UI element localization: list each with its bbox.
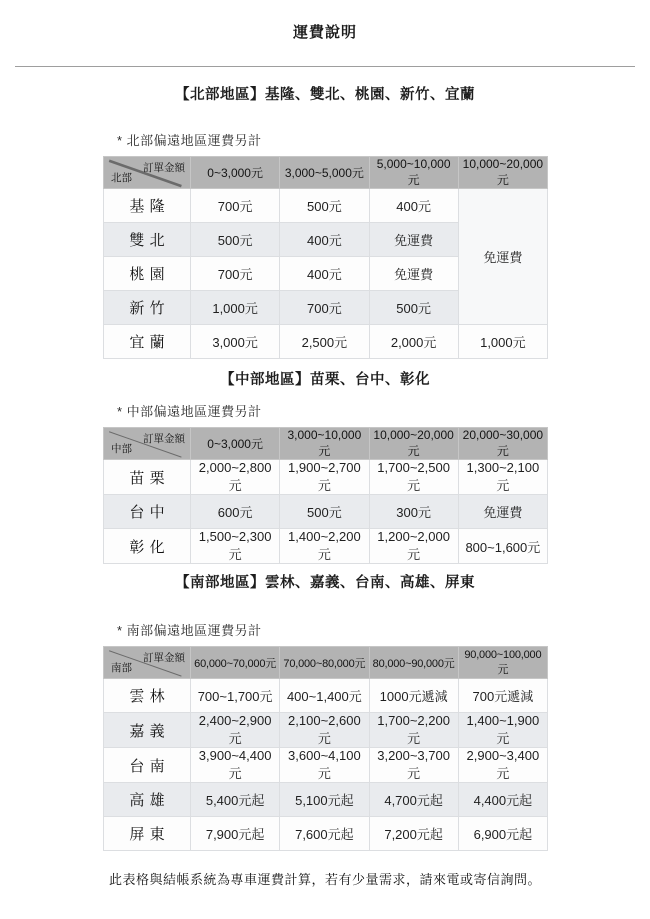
- fee-cell: 2,500元: [280, 325, 369, 359]
- region-cell: 台南: [104, 748, 191, 783]
- table-row: [104, 679, 548, 713]
- fee-cell: 4,700元起: [369, 783, 458, 817]
- fee-cell: 700~1,700元: [191, 679, 280, 713]
- note-central: * 中部偏遠地區運費另計: [117, 404, 262, 419]
- table-row: [104, 748, 548, 783]
- region-cell: 雲林: [104, 679, 191, 713]
- fee-cell: 免運費: [369, 223, 458, 257]
- corner-region-label: 中部: [111, 443, 132, 455]
- region-cell: 雙北: [104, 223, 191, 257]
- corner-amount-label: 訂單金額: [143, 652, 185, 664]
- section-north: [0, 87, 650, 359]
- fee-cell: 3,900~4,400元: [191, 748, 280, 783]
- region-cell: 高雄: [104, 783, 191, 817]
- region-cell: 基隆: [104, 189, 191, 223]
- section-heading-north: 【北部地區】基隆、雙北、桃園、新竹、宜蘭: [175, 87, 475, 103]
- section-central: [0, 372, 650, 564]
- fee-cell: 1,000元: [458, 325, 547, 359]
- fee-cell: 1,700~2,500元: [369, 460, 458, 495]
- column-header: 0~3,000元: [191, 428, 280, 460]
- region-cell: 台中: [104, 495, 191, 529]
- table-row: [104, 189, 548, 223]
- fee-cell: 700元: [191, 257, 280, 291]
- fee-cell: 3,200~3,700元: [369, 748, 458, 783]
- region-cell: 屏東: [104, 817, 191, 851]
- north-fee-table: [103, 156, 548, 359]
- fee-cell: 1,300~2,100元: [458, 460, 547, 495]
- fee-cell: 1,200~2,000元: [369, 529, 458, 564]
- section-heading-central: 【中部地區】苗栗、台中、彰化: [220, 372, 430, 388]
- table-row: [104, 325, 548, 359]
- fee-cell: 400元: [280, 223, 369, 257]
- fee-cell: 2,000~2,800元: [191, 460, 280, 495]
- fee-cell: 7,600元起: [280, 817, 369, 851]
- section-south: [0, 575, 650, 851]
- fee-cell: 400元: [280, 257, 369, 291]
- fee-cell: 500元: [280, 495, 369, 529]
- table-row: [104, 713, 548, 748]
- fee-cell: 400元: [369, 189, 458, 223]
- fee-cell: 500元: [280, 189, 369, 223]
- fee-cell: 免運費: [458, 495, 547, 529]
- section-heading-south: 【南部地區】雲林、嘉義、台南、高雄、屏東: [175, 575, 475, 591]
- region-cell: 苗栗: [104, 460, 191, 495]
- table-row: [104, 460, 548, 495]
- table-row: [104, 529, 548, 564]
- page-title: 運費說明: [292, 24, 357, 41]
- fee-cell: 3,600~4,100元: [280, 748, 369, 783]
- fee-cell: 1,000元: [191, 291, 280, 325]
- region-cell: 宜蘭: [104, 325, 191, 359]
- corner-cell: [104, 647, 191, 679]
- column-header: 10,000~20,000元: [369, 428, 458, 460]
- region-cell: 桃園: [104, 257, 191, 291]
- fee-cell: 700元: [280, 291, 369, 325]
- fee-cell: 1,400~1,900元: [458, 713, 547, 748]
- column-header: 60,000~70,000元: [191, 647, 280, 679]
- fee-cell: 600元: [191, 495, 280, 529]
- fee-cell: 500元: [369, 291, 458, 325]
- fee-cell: 1,500~2,300元: [191, 529, 280, 564]
- south-fee-table: [103, 646, 548, 851]
- column-header: 90,000~100,000元: [458, 647, 547, 679]
- fee-cell: 5,100元起: [280, 783, 369, 817]
- corner-region-label: 北部: [111, 172, 132, 184]
- table-row: [104, 783, 548, 817]
- fee-cell: 800~1,600元: [458, 529, 547, 564]
- fee-cell: 300元: [369, 495, 458, 529]
- fee-cell: 1,400~2,200元: [280, 529, 369, 564]
- fee-cell: 7,200元起: [369, 817, 458, 851]
- fee-cell: 2,400~2,900元: [191, 713, 280, 748]
- fee-cell: 2,900~3,400元: [458, 748, 547, 783]
- region-cell: 嘉義: [104, 713, 191, 748]
- column-header: 3,000~10,000元: [280, 428, 369, 460]
- corner-amount-label: 訂單金額: [143, 433, 185, 445]
- column-header: 80,000~90,000元: [369, 647, 458, 679]
- region-cell: 新竹: [104, 291, 191, 325]
- fee-cell: 7,900元起: [191, 817, 280, 851]
- footer-note: 此表格與結帳系統為專車運費計算，若有少量需求，請來電或寄信詢問。: [108, 872, 541, 887]
- fee-cell: 1,900~2,700元: [280, 460, 369, 495]
- divider: [15, 66, 635, 67]
- column-header: 10,000~20,000元: [458, 157, 547, 189]
- fee-cell: 1000元遞減: [369, 679, 458, 713]
- fee-cell: 700元: [191, 189, 280, 223]
- note-south: * 南部偏遠地區運費另計: [117, 623, 262, 638]
- table-header-row: [104, 647, 548, 679]
- fee-cell: 2,100~2,600元: [280, 713, 369, 748]
- table-row: [104, 495, 548, 529]
- corner-amount-label: 訂單金額: [143, 162, 185, 174]
- note-north: * 北部偏遠地區運費另計: [117, 133, 262, 148]
- corner-region-label: 南部: [111, 662, 132, 674]
- fee-cell: 700元遞減: [458, 679, 547, 713]
- fee-cell: 5,400元起: [191, 783, 280, 817]
- column-header: 0~3,000元: [191, 157, 280, 189]
- corner-cell: [104, 157, 191, 189]
- fee-cell: 3,000元: [191, 325, 280, 359]
- fee-cell: 400~1,400元: [280, 679, 369, 713]
- free-shipping-merged-cell: 免運費: [458, 189, 547, 325]
- fee-cell: 500元: [191, 223, 280, 257]
- column-header: 5,000~10,000元: [369, 157, 458, 189]
- region-cell: 彰化: [104, 529, 191, 564]
- corner-cell: [104, 428, 191, 460]
- table-row: [104, 817, 548, 851]
- table-header-row: [104, 157, 548, 189]
- fee-cell: 4,400元起: [458, 783, 547, 817]
- fee-cell: 1,700~2,200元: [369, 713, 458, 748]
- column-header: 70,000~80,000元: [280, 647, 369, 679]
- fee-cell: 免運費: [369, 257, 458, 291]
- column-header: 3,000~5,000元: [280, 157, 369, 189]
- fee-cell: 6,900元起: [458, 817, 547, 851]
- column-header: 20,000~30,000元: [458, 428, 547, 460]
- central-fee-table: [103, 427, 548, 564]
- fee-cell: 2,000元: [369, 325, 458, 359]
- table-header-row: [104, 428, 548, 460]
